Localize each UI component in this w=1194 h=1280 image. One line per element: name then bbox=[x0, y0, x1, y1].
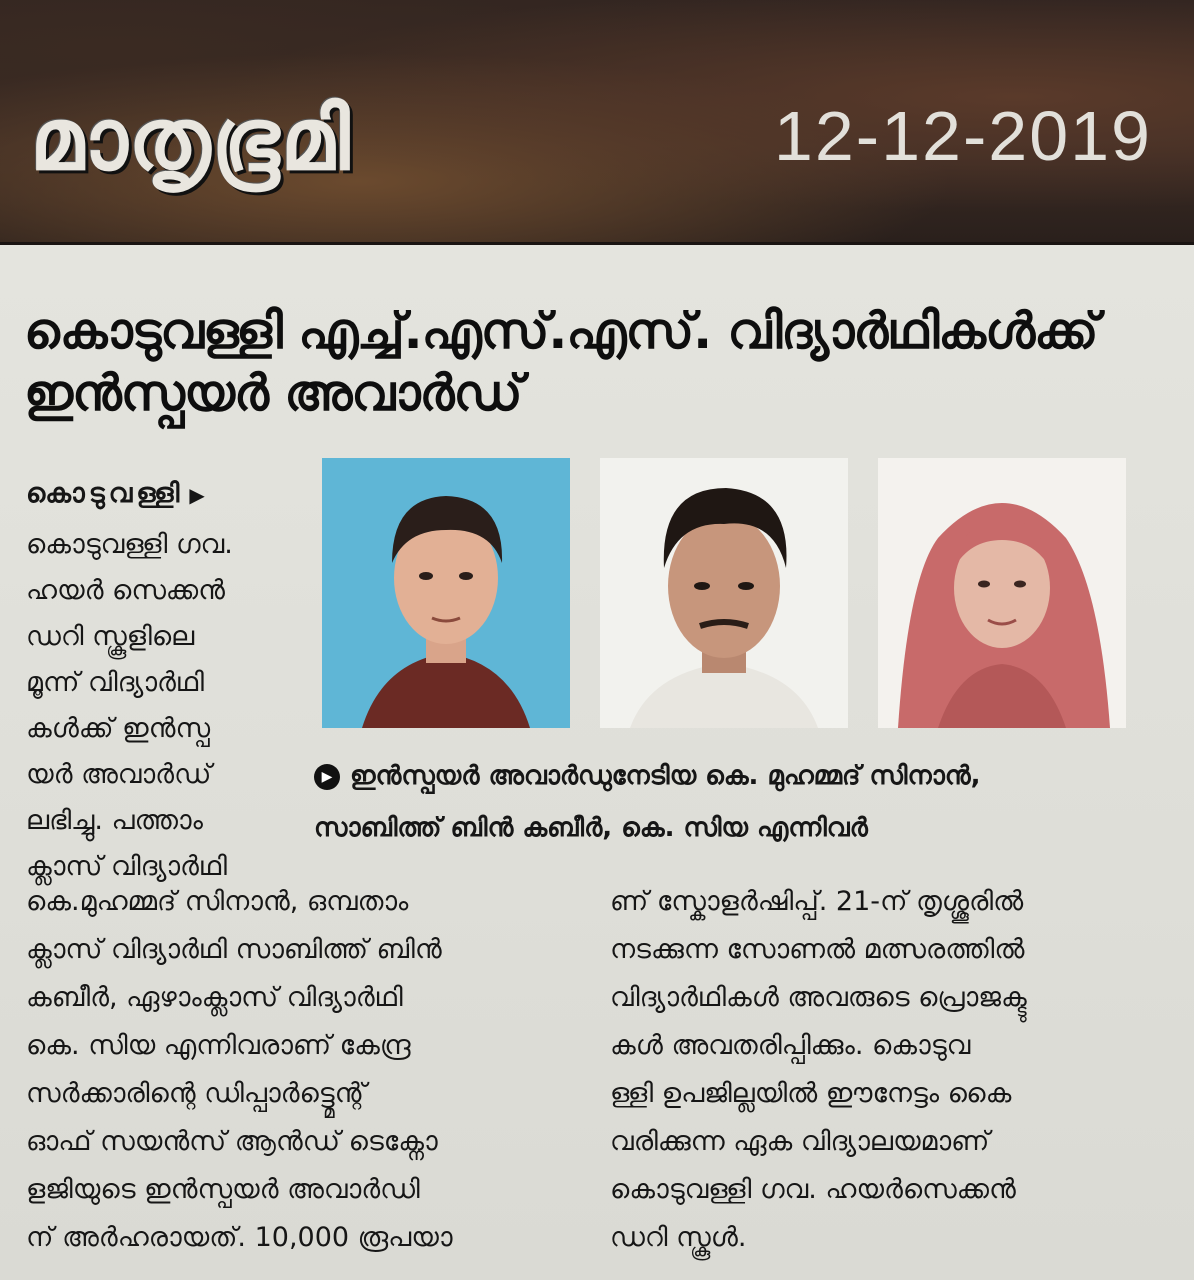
body-line: യർ അവാർഡ് bbox=[26, 759, 212, 790]
body-line: കൾ അവതരിപ്പിക്കും. കൊടുവ bbox=[610, 1030, 971, 1061]
body-line: വരിക്കുന്ന ഏക വിദ്യാലയമാണ് bbox=[610, 1126, 990, 1157]
student-portrait-girl bbox=[878, 458, 1126, 728]
body-line: സർക്കാരിന്റെ ഡിപ്പാർട്ട്മെന്റ് bbox=[26, 1078, 367, 1109]
dateline-place: കൊടുവള്ളി bbox=[26, 478, 184, 509]
body-line: ലഭിച്ചു. പത്താം bbox=[26, 805, 203, 836]
play-icon: ▶ bbox=[314, 764, 340, 790]
caption-line: സാബിത്ത് ബിൻ കബീർ, കെ. സിയ എന്നിവർ bbox=[314, 813, 868, 843]
student-photo bbox=[878, 458, 1126, 728]
headline-line: ഇൻസ്പയർ അവാർഡ് bbox=[24, 364, 522, 422]
body-line: കെ.മുഹമ്മദ് സിനാൻ, ഒമ്പതാം bbox=[26, 886, 409, 917]
dateline bbox=[26, 478, 205, 510]
body-line: ണ് സ്കോളർഷിപ്പ്. 21-ന് തൃശ്ശൂരിൽ bbox=[610, 886, 1024, 917]
body-line: ക്ലാസ് വിദ്യാർഥി സാബിത്ത് ബിൻ bbox=[26, 934, 442, 965]
body-line: ളജിയുടെ ഇൻസ്പയർ അവാർഡി bbox=[26, 1174, 420, 1205]
student-portrait-boy-1 bbox=[322, 458, 570, 728]
body-line: കബീർ, ഏഴാംക്ലാസ് വിദ്യാർഥി bbox=[26, 982, 403, 1013]
body-line: വിദ്യാർഥികൾ അവരുടെ പ്രൊജക്ടു bbox=[610, 982, 1027, 1013]
student-photo bbox=[322, 458, 570, 728]
dateline-arrow-icon: ▶ bbox=[189, 483, 205, 507]
student-portrait-boy-2 bbox=[600, 458, 848, 728]
body-line: ള്ളി ഉപജില്ലയിൽ ഈനേട്ടം കൈ bbox=[610, 1078, 1012, 1109]
body-line: ഓഫ് സയൻസ് ആൻഡ് ടെക്നോ bbox=[26, 1126, 438, 1157]
masthead bbox=[0, 0, 1194, 245]
body-line: ഡറി സ്കൂൾ. bbox=[610, 1222, 747, 1253]
body-line: കൊടുവള്ളി ഗവ. bbox=[26, 529, 233, 560]
article-column-narrow bbox=[26, 522, 314, 890]
body-line: കെ. സിയ എന്നിവരാണ് കേന്ദ്ര bbox=[26, 1030, 411, 1061]
student-photo bbox=[600, 458, 848, 728]
headline-line: കൊടുവള്ളി എച്ച്.എസ്.എസ്. വിദ്യാർഥികൾക്ക് bbox=[24, 302, 1098, 360]
body-line: ഹയർ സെക്കൻ bbox=[26, 575, 226, 606]
publication-date: 12-12-2019 bbox=[773, 97, 1152, 175]
caption-text: ഇൻസ്പയർ അവാർഡുനേടിയ കെ. മുഹമ്മദ് സിനാൻ, bbox=[350, 761, 981, 791]
body-line: കൾക്ക് ഇൻസ്പ bbox=[26, 713, 211, 744]
photo-caption bbox=[314, 750, 1174, 854]
body-line: നടക്കുന്ന സോണൽ മത്സരത്തിൽ bbox=[610, 934, 1025, 965]
body-line: കൊടുവള്ളി ഗവ. ഹയർസെക്കൻ bbox=[610, 1174, 1016, 1205]
newspaper-logo: മാതൃഭൂമി bbox=[30, 90, 351, 190]
body-line: ഡറി സ്കൂളിലെ bbox=[26, 621, 195, 652]
body-line: ന് അർഹരായത്. 10,000 രൂപയാ bbox=[26, 1222, 453, 1253]
caption-line bbox=[314, 750, 1174, 802]
body-line: ക്ലാസ് വിദ്യാർഥി bbox=[26, 851, 228, 882]
article-headline bbox=[24, 300, 1174, 424]
article-column-left bbox=[26, 878, 596, 1262]
body-line: മൂന്ന് വിദ്യാർഥി bbox=[26, 667, 204, 698]
article-column-right bbox=[610, 878, 1170, 1262]
